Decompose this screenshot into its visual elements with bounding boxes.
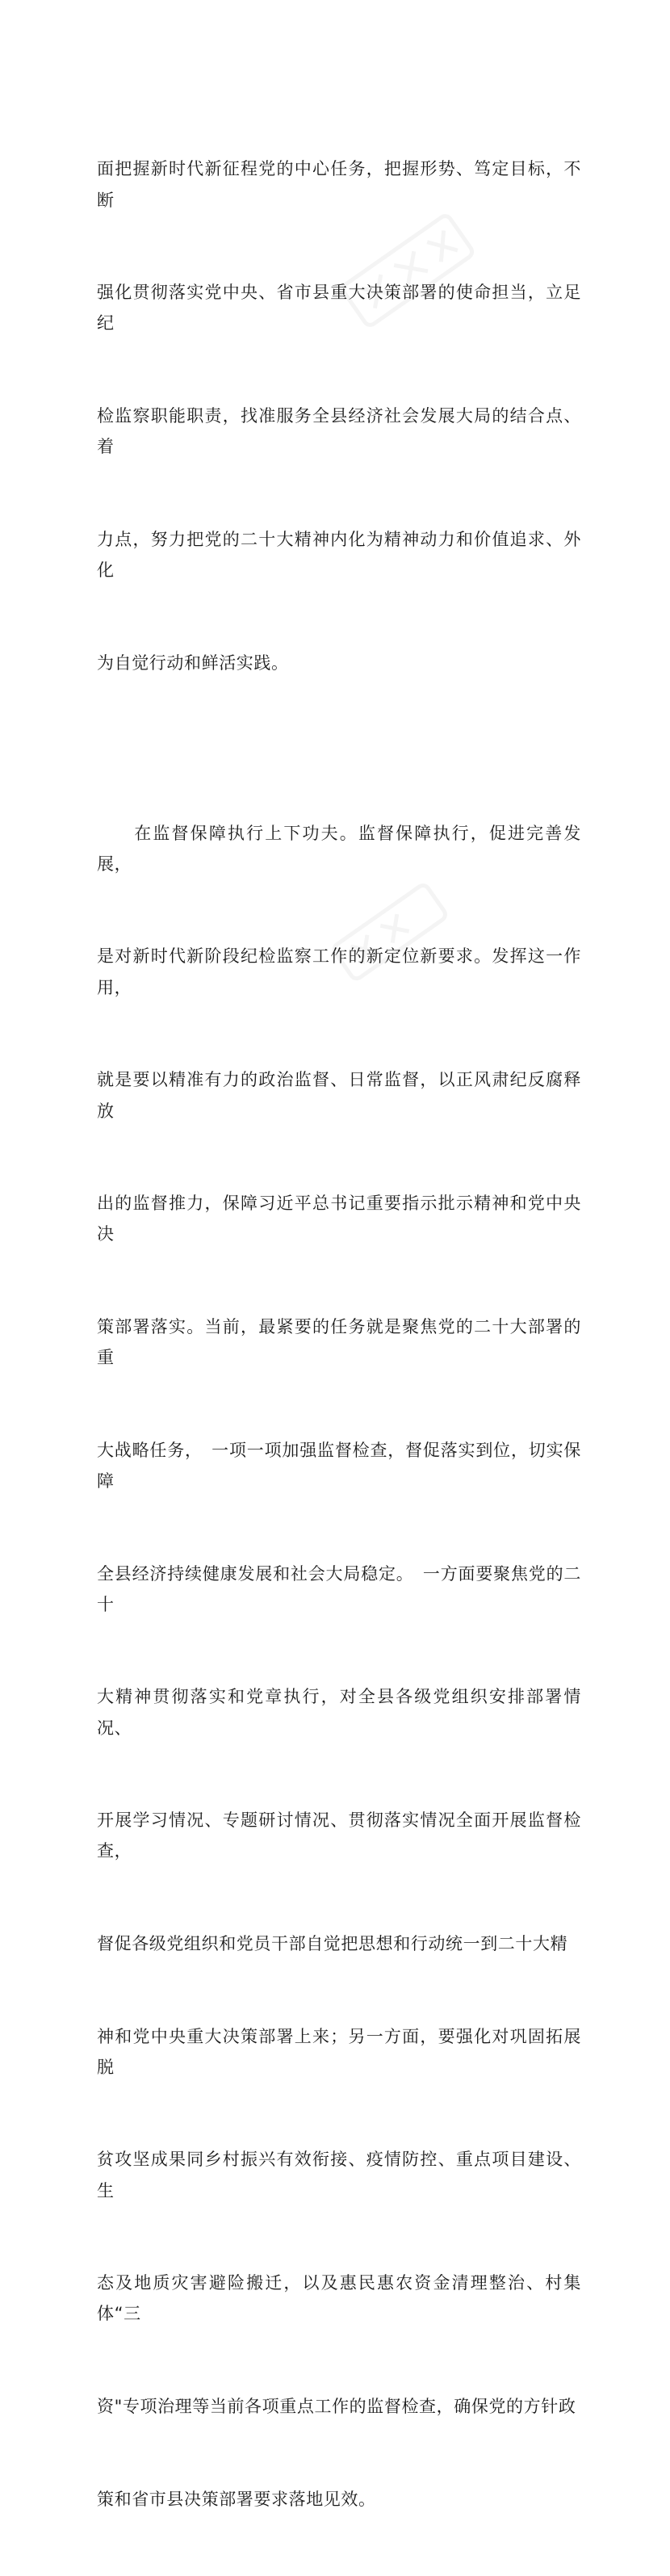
paragraph-line: 态及地质灾害避险搬迁，以及惠民惠农资金清理整治、村集体“三 <box>97 2273 581 2324</box>
paragraph-line: 策部署落实。当前，最紧要的任务就是聚焦党的二十大部署的重 <box>97 1316 581 1368</box>
paragraph-line: 检监察职能职责，找准服务全县经济社会发展大局的结合点、着 <box>97 406 581 457</box>
paragraph-line: 力点，努力把党的二十大精神内化为精神动力和价值追求、外化 <box>97 529 581 581</box>
paragraph-line: 出的监督推力，保障习近平总书记重要指示批示精神和党中央决 <box>97 1194 581 1244</box>
paragraph-line: 是对新时代新阶段纪检监察工作的新定位新要求。发挥这一作用， <box>97 946 581 997</box>
document-body <box>97 92 581 2576</box>
paragraph-line: 开展学习情况、专题研讨情况、贯彻落实情况全面开展监督检查， <box>97 1810 581 1861</box>
paragraph-line: 资"专项治理等当前各项重点工作的监督检查，确保党的方针政 <box>97 2397 576 2417</box>
paragraph-line: 全县经济持续健康发展和社会大局稳定。 一方面要聚焦党的二十 <box>97 1563 581 1614</box>
paragraph-line: 面把握新时代新征程党的中心任务，把握形势、笃定目标，不断 <box>97 159 581 210</box>
paragraph-line: 贫攻坚成果同乡村振兴有效衔接、疫情防控、重点项目建设、生 <box>97 2150 581 2201</box>
paragraph-line: 在监督保障执行上下功夫。监督保障执行，促进完善发展， <box>97 823 581 874</box>
paragraph-line: 神和党中央重大决策部署上来；另一方面，要强化对巩固拓展脱 <box>97 2026 581 2077</box>
paragraph-line: 策和省市县决策部署要求落地见效。 <box>97 2489 376 2509</box>
paragraph-2 <box>97 756 581 2576</box>
paragraph-line: 就是要以精准有力的政治监督、日常监督，以正风肃纪反腐释放 <box>97 1070 581 1121</box>
paragraph-line: 督促各级党组织和党员干部自觉把思想和行动统一到二十大精 <box>97 1933 568 1953</box>
paragraph-1 <box>97 92 581 740</box>
paragraph-line: 强化贯彻落实党中央、省市县重大决策部署的使命担当，立足纪 <box>97 283 581 334</box>
paragraph-gap <box>97 740 581 756</box>
paragraph-line: 大战略任务， 一项一项加强监督检查，督促落实到位，切实保障 <box>97 1440 581 1491</box>
paragraph-line: 为自觉行动和鲜活实践。 <box>97 652 289 673</box>
paragraph-line: 大精神贯彻落实和党章执行，对全县各级党组织安排部署情况、 <box>97 1687 581 1738</box>
